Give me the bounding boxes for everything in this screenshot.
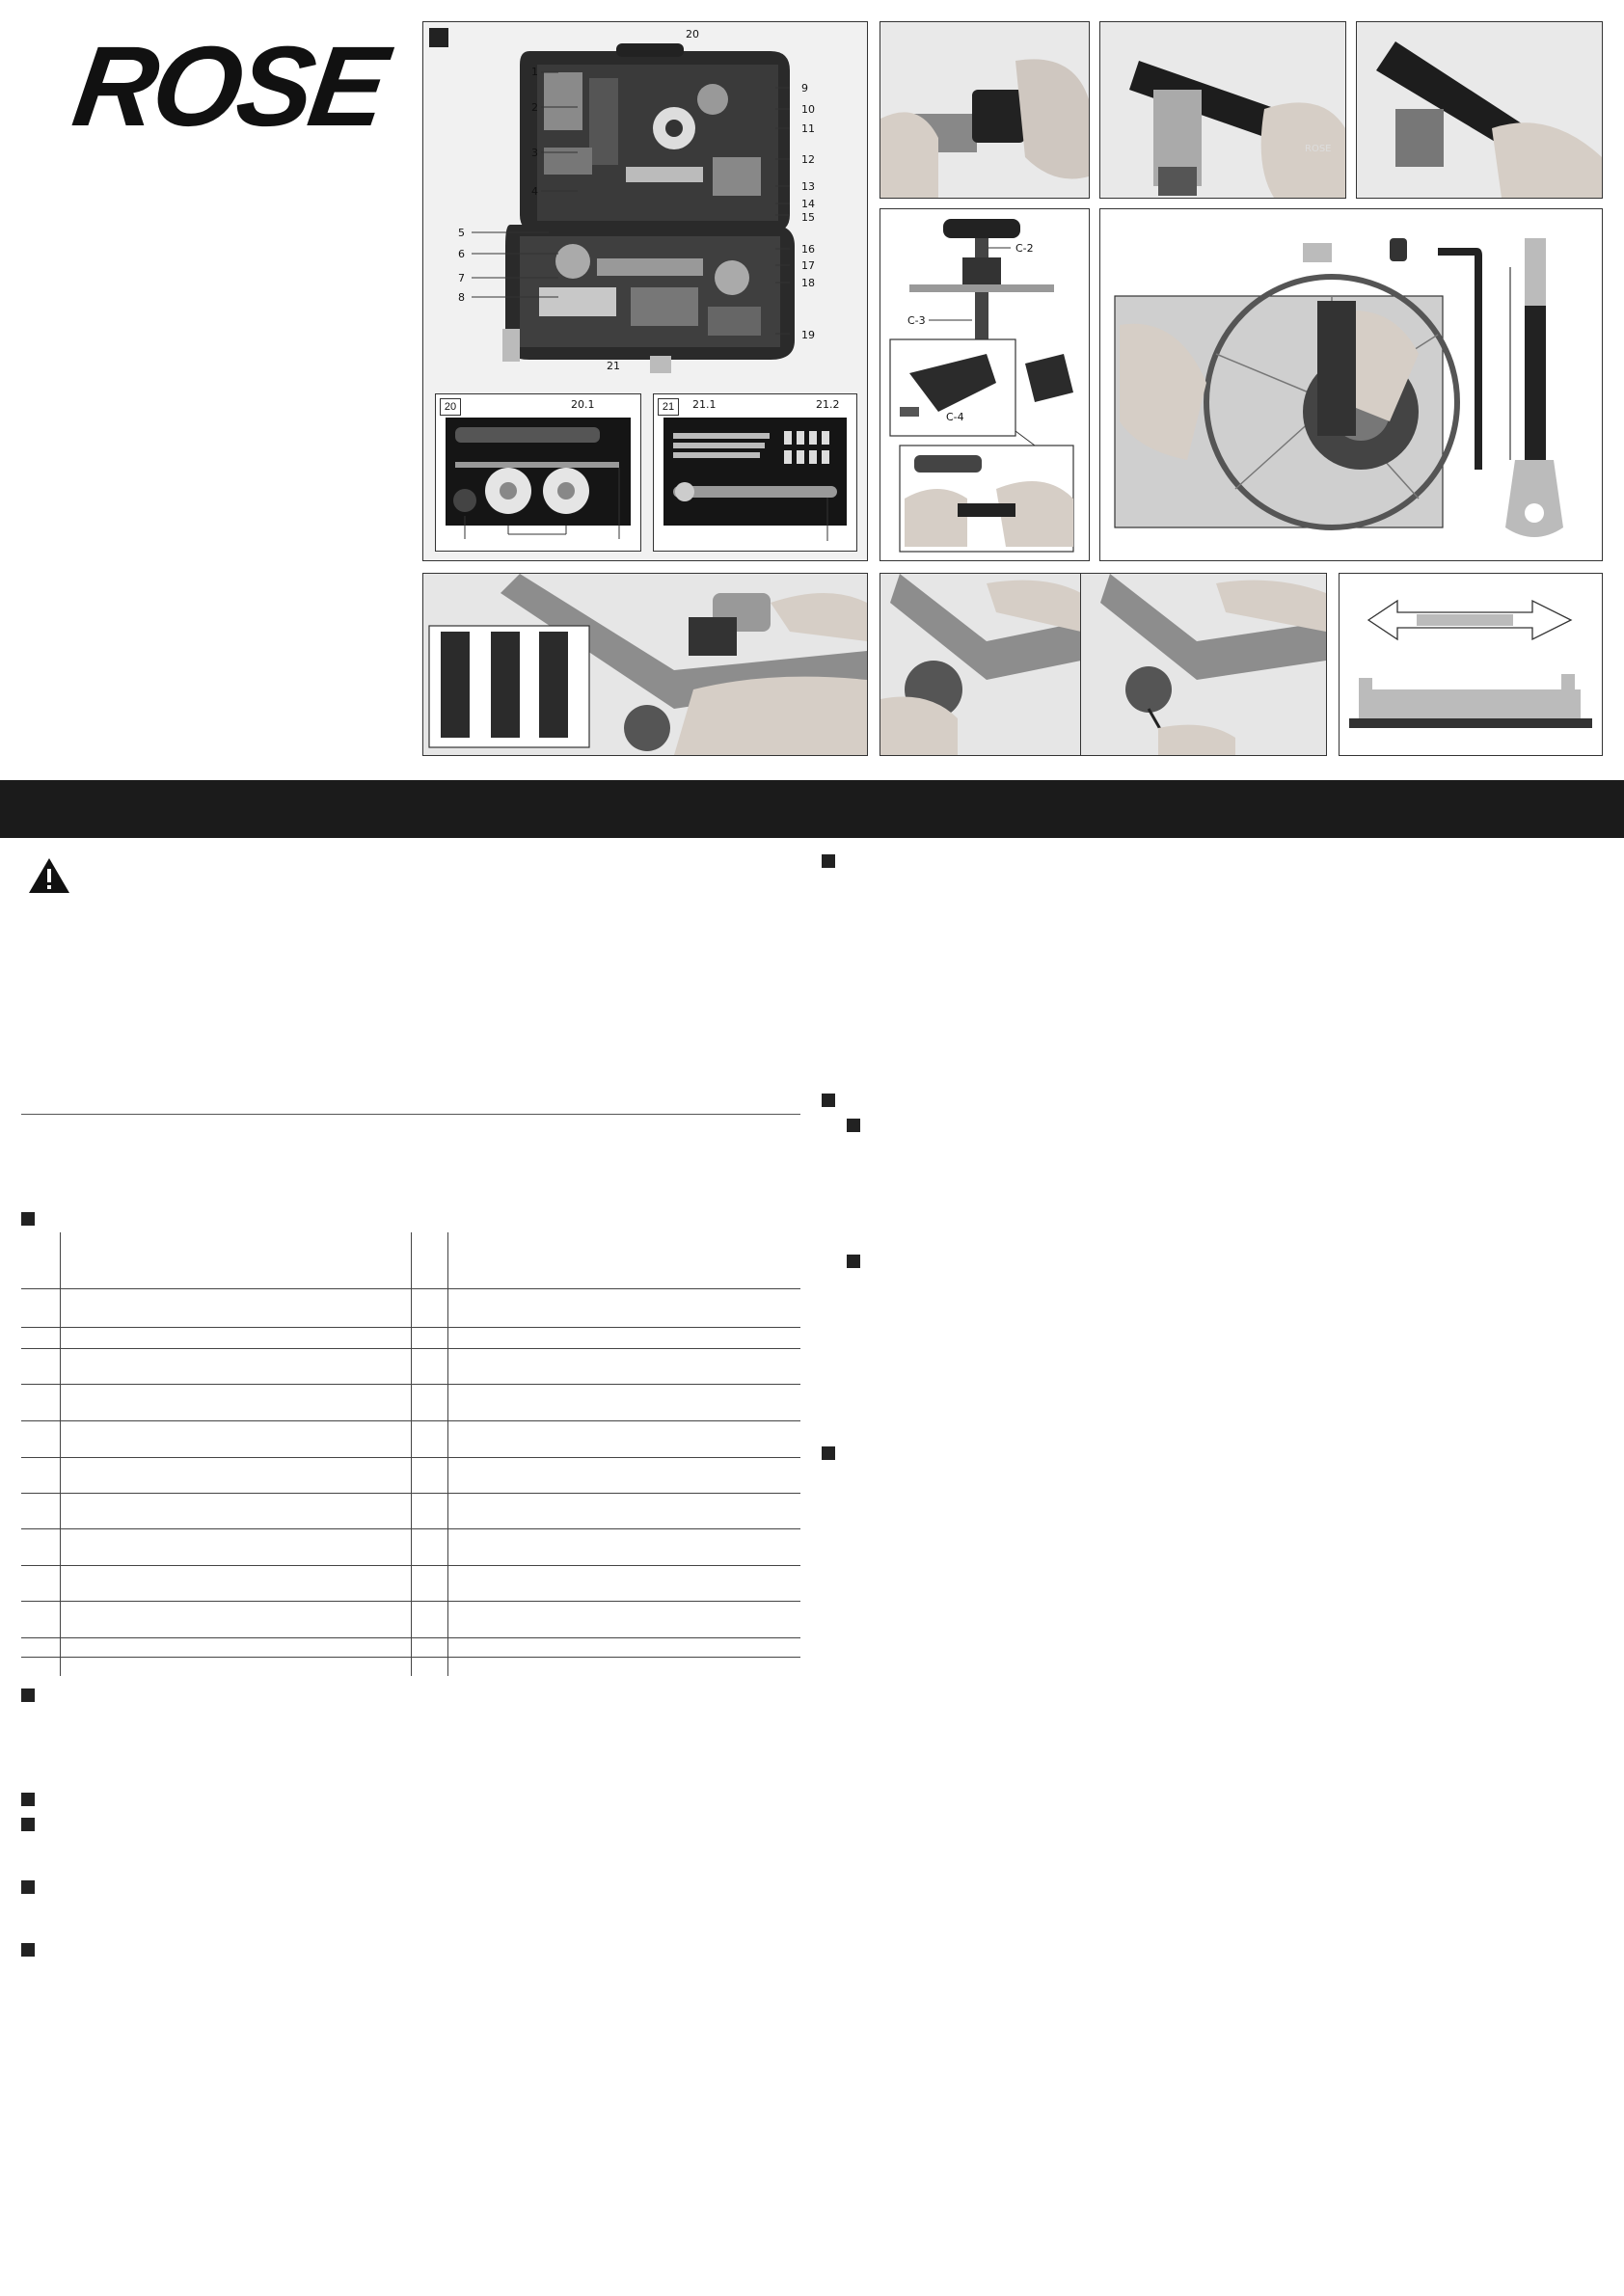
table-row [21, 1565, 800, 1566]
callout-21: 21 [607, 360, 620, 372]
callout-8: 8 [458, 291, 465, 304]
ratchet-hand-illustration [1357, 22, 1602, 198]
chain-label-c4: C-4 [946, 411, 964, 423]
figure-socket-photo-1 [880, 21, 1090, 199]
callout-11: 11 [801, 122, 815, 135]
warning-triangle-icon [27, 856, 71, 895]
figure-ratchet-photo-1 [1099, 21, 1346, 199]
table-column-divider [447, 1232, 448, 1676]
inset-21 [653, 393, 857, 552]
callout-4: 4 [531, 185, 538, 198]
square-bullet-icon [847, 1119, 860, 1132]
figure-ratchet-photo-2 [1356, 21, 1603, 199]
ratchet-handle-text: ROSE [1305, 144, 1332, 154]
table-row [21, 1288, 800, 1289]
figure-cassette-tools [1099, 208, 1603, 561]
table-row [21, 1637, 800, 1638]
table-row [21, 1601, 800, 1602]
callout-17: 17 [801, 259, 815, 272]
callout-7: 7 [458, 272, 465, 284]
inset-21-label-b: 21.2 [816, 398, 840, 411]
callout-9: 9 [801, 82, 808, 95]
figure-chain-tool [880, 208, 1090, 561]
table-row [21, 1457, 800, 1458]
parts-table [21, 1232, 800, 1676]
callout-6: 6 [458, 248, 465, 260]
callout-14: 14 [801, 198, 815, 210]
callout-3: 3 [531, 147, 538, 159]
callout-1: 1 [531, 66, 538, 78]
callout-10: 10 [801, 103, 815, 116]
table-column-divider [411, 1232, 412, 1676]
chain-checker-illustration [1340, 574, 1602, 755]
callout-12: 12 [801, 153, 815, 166]
callout-13: 13 [801, 180, 815, 193]
section-band [0, 780, 1624, 838]
inset-tag: 20 [440, 398, 461, 416]
chain-label-c2: C-2 [1015, 242, 1034, 255]
crank-install-illustration [880, 574, 1081, 755]
square-bullet-icon [21, 1818, 35, 1831]
crank-bolt-illustration [1081, 574, 1326, 755]
inset-21-label-a: 21.1 [692, 398, 717, 411]
ratchet-socket-illustration [1100, 22, 1345, 198]
divider-line [21, 1114, 800, 1115]
inset-tag: 21 [658, 398, 679, 416]
callout-18: 18 [801, 277, 815, 289]
figure-chain-gauge [1339, 573, 1603, 756]
square-bullet-icon [21, 1793, 35, 1806]
bottom-bracket-tools-illustration [436, 394, 640, 551]
table-row [21, 1348, 800, 1349]
chain-tool-illustration [880, 209, 1089, 560]
table-row [21, 1493, 800, 1494]
square-bullet-icon [822, 854, 835, 868]
table-row [21, 1528, 800, 1529]
square-bullet-icon [847, 1255, 860, 1268]
callout-15: 15 [801, 211, 815, 224]
callout-20: 20 [686, 28, 699, 41]
callout-19: 19 [801, 329, 815, 341]
bottom-bracket-illustration [423, 574, 867, 755]
figure-tool-case [422, 21, 868, 561]
socket-hand-illustration [880, 22, 1089, 198]
brand-logo: ROSE [66, 23, 392, 150]
table-row [21, 1657, 800, 1658]
hex-key-torque-illustration [654, 394, 856, 551]
square-bullet-icon [21, 1880, 35, 1894]
table-row [21, 1384, 800, 1385]
cassette-removal-illustration [1100, 209, 1602, 560]
table-column-divider [60, 1232, 61, 1676]
callout-2: 2 [531, 101, 538, 114]
square-bullet-icon [21, 1212, 35, 1226]
figure-crank-photo-1 [880, 573, 1082, 756]
square-bullet-icon [822, 1446, 835, 1460]
table-row [21, 1327, 800, 1328]
figure-crank-photo-2 [1080, 573, 1327, 756]
table-row [21, 1420, 800, 1421]
callout-16: 16 [801, 243, 815, 256]
callout-5: 5 [458, 227, 465, 239]
square-bullet-icon [21, 1943, 35, 1957]
square-bullet-icon [21, 1688, 35, 1702]
chain-label-c3: C-3 [907, 314, 926, 327]
square-bullet-icon [822, 1094, 835, 1107]
figure-bottom-bracket [422, 573, 868, 756]
inset-20-label: 20.1 [571, 398, 595, 411]
inset-20 [435, 393, 641, 552]
